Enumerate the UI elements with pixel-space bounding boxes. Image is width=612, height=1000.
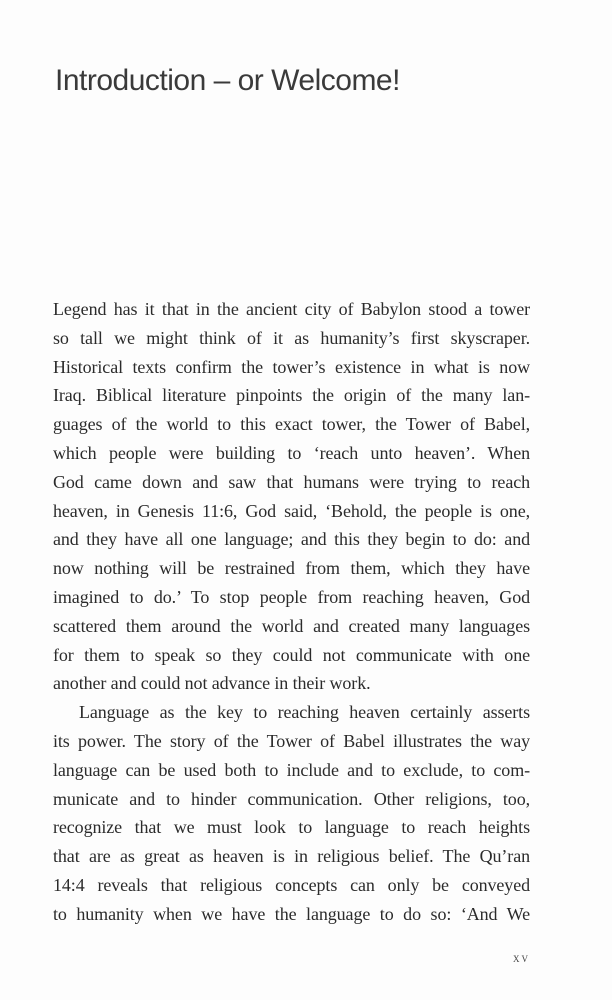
text-line: Legend has it that in the ancient city of Babylon stood a tower [53,299,530,319]
text-line: for them to speak so they could not communicate with one [53,644,530,665]
body-text [53,295,530,929]
text-line: language can be used both to include and to exclude, to com- [53,759,530,780]
text-line: God came down and saw that humans were trying to reach [53,471,530,492]
chapter-title: Introduction – or Welcome! [55,64,400,97]
text-line: imagined to do.’ To stop people from reaching heaven, God [53,586,530,607]
paragraph [53,698,530,928]
text-line: that are as great as heaven is in religious belief. The Qu’ran [53,846,530,867]
text-line: its power. The story of the Tower of Babel illustrates the way [53,730,530,751]
page-number: xv [513,950,530,965]
text-line: so tall we might think of it as humanity’s first skyscraper. [53,327,530,348]
text-line: scattered them around the world and created many languages [53,615,530,636]
text-line: heaven, in Genesis 11:6, God said, ‘Behold, the people is one, [53,500,530,521]
text-line: to humanity when we have the language to do so: ‘And We [53,903,530,924]
text-line: Iraq. Biblical literature pinpoints the origin of the many lan- [53,385,530,406]
text-line: another and could not advance in their work. [53,673,371,694]
text-line: Historical texts confirm the tower’s existence in what is now [53,356,530,377]
text-line: municate and to hinder communication. Other religions, too, [53,788,530,809]
text-line: now nothing will be restrained from them, which they have [53,558,530,579]
text-line: recognize that we must look to language to reach heights [53,817,530,838]
text-line: Language as the key to reaching heaven certainly asserts [79,702,530,723]
text-line: and they have all one language; and this they begin to do: and [53,529,530,550]
text-line: 14:4 reveals that religious concepts can only be conveyed [53,874,530,895]
text-line: which people were building to ‘reach unto heaven’. When [53,442,530,463]
paragraph [53,295,530,698]
text-line: guages of the world to this exact tower, the Tower of Babel, [53,414,530,435]
